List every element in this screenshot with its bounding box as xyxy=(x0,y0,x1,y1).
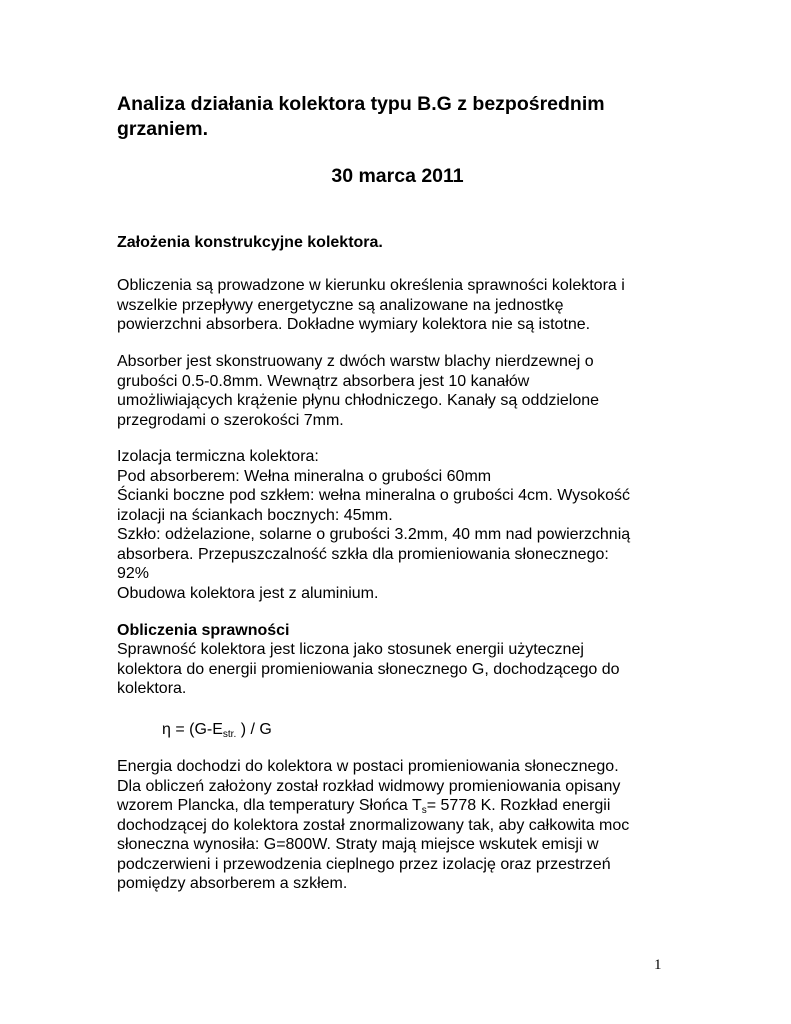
paragraph-line: Ścianki boczne pod szkłem: wełna mineralna o grubości 4cm. Wysokość xyxy=(117,487,630,504)
paragraph-line: powierzchni absorbera. Dokładne wymiary kolektora nie są istotne. xyxy=(117,316,591,333)
paragraph-line: Obliczenia są prowadzone w kierunku określenia sprawności kolektora i xyxy=(117,277,625,294)
paragraph-line: absorbera. Przepuszczalność szkła dla promieniowania słonecznego: xyxy=(117,545,609,563)
paragraph-line: Dla obliczeń założony został rozkład widmowy promieniowania opisany xyxy=(117,777,621,795)
text-segment: wzorem Plancka, dla temperatury Słońca T xyxy=(117,797,422,814)
paragraph-line: Szkło: odżelazione, solarne o grubości 3.2mm, 40 mm nad powierzchnią xyxy=(117,526,631,543)
section-heading-efficiency: Obliczenia sprawności xyxy=(117,622,290,639)
efficiency-formula xyxy=(162,720,272,740)
paragraph-line: słoneczna wynosiła: G=800W. Straty mają miejsce wskutek emisji w xyxy=(117,836,599,853)
formula-subscript: str. xyxy=(222,729,237,740)
paragraph-line: Obudowa kolektora jest z aluminium. xyxy=(117,584,379,602)
paragraph-line: dochodzącej do kolektora został znormalizowany tak, aby całkowita moc xyxy=(117,816,630,834)
paragraph-line: kolektora. xyxy=(117,680,187,697)
paragraph-line xyxy=(117,796,677,816)
paragraph-intro xyxy=(117,276,677,335)
paragraph-efficiency xyxy=(117,640,677,699)
paragraph-line: 92% xyxy=(117,565,150,582)
paragraph-line: Absorber jest skonstruowany z dwóch warstw blachy nierdzewnej o xyxy=(117,353,594,370)
paragraph-line: kolektora do energii promieniowania słonecznego G, dochodzącego do xyxy=(117,660,620,678)
paragraph-line: Izolacja termiczna kolektora: xyxy=(117,448,319,465)
paragraph-absorber xyxy=(117,352,677,430)
document-title: Analiza działania kolektora typu B.G z bezpośrednim grzaniem. xyxy=(117,93,605,140)
paragraph-line: umożliwiających krążenie płynu chłodniczego. Kanały są oddzielone xyxy=(117,392,600,409)
page-number: 1 xyxy=(654,957,662,973)
paragraph-line: Pod absorberem: Wełna mineralna o grubości 60mm xyxy=(117,467,492,485)
paragraph-energy xyxy=(117,757,677,894)
paragraph-line: Energia dochodzi do kolektora w postaci promieniowania słonecznego. xyxy=(117,758,619,775)
paragraph-insulation xyxy=(117,447,677,603)
paragraph-line: grubości 0.5-0.8mm. Wewnątrz absorbera jest 10 kanałów xyxy=(117,372,530,390)
text-segment: = 5778 K. Rozkład energii xyxy=(426,797,611,814)
formula-left: η = (G-E xyxy=(162,721,223,738)
paragraph-line: przegrodami o szerokości 7mm. xyxy=(117,411,344,429)
temperature-subscript: s xyxy=(421,805,427,816)
paragraph-line: podczerwieni i przewodzenia cieplnego przez izolację oraz przestrzeń xyxy=(117,855,611,873)
formula-right: ) / G xyxy=(236,721,272,738)
paragraph-line: Sprawność kolektora jest liczona jako stosunek energii użytecznej xyxy=(117,641,584,658)
section-heading-assumptions: Założenia konstrukcyjne kolektora. xyxy=(117,234,383,251)
document-date: 30 marca 2011 xyxy=(331,165,464,187)
paragraph-line: izolacji na ściankach bocznych: 45mm. xyxy=(117,506,393,524)
paragraph-line: pomiędzy absorberem a szkłem. xyxy=(117,875,348,892)
paragraph-line: wszelkie przepływy energetyczne są analizowane na jednostkę xyxy=(117,296,564,314)
